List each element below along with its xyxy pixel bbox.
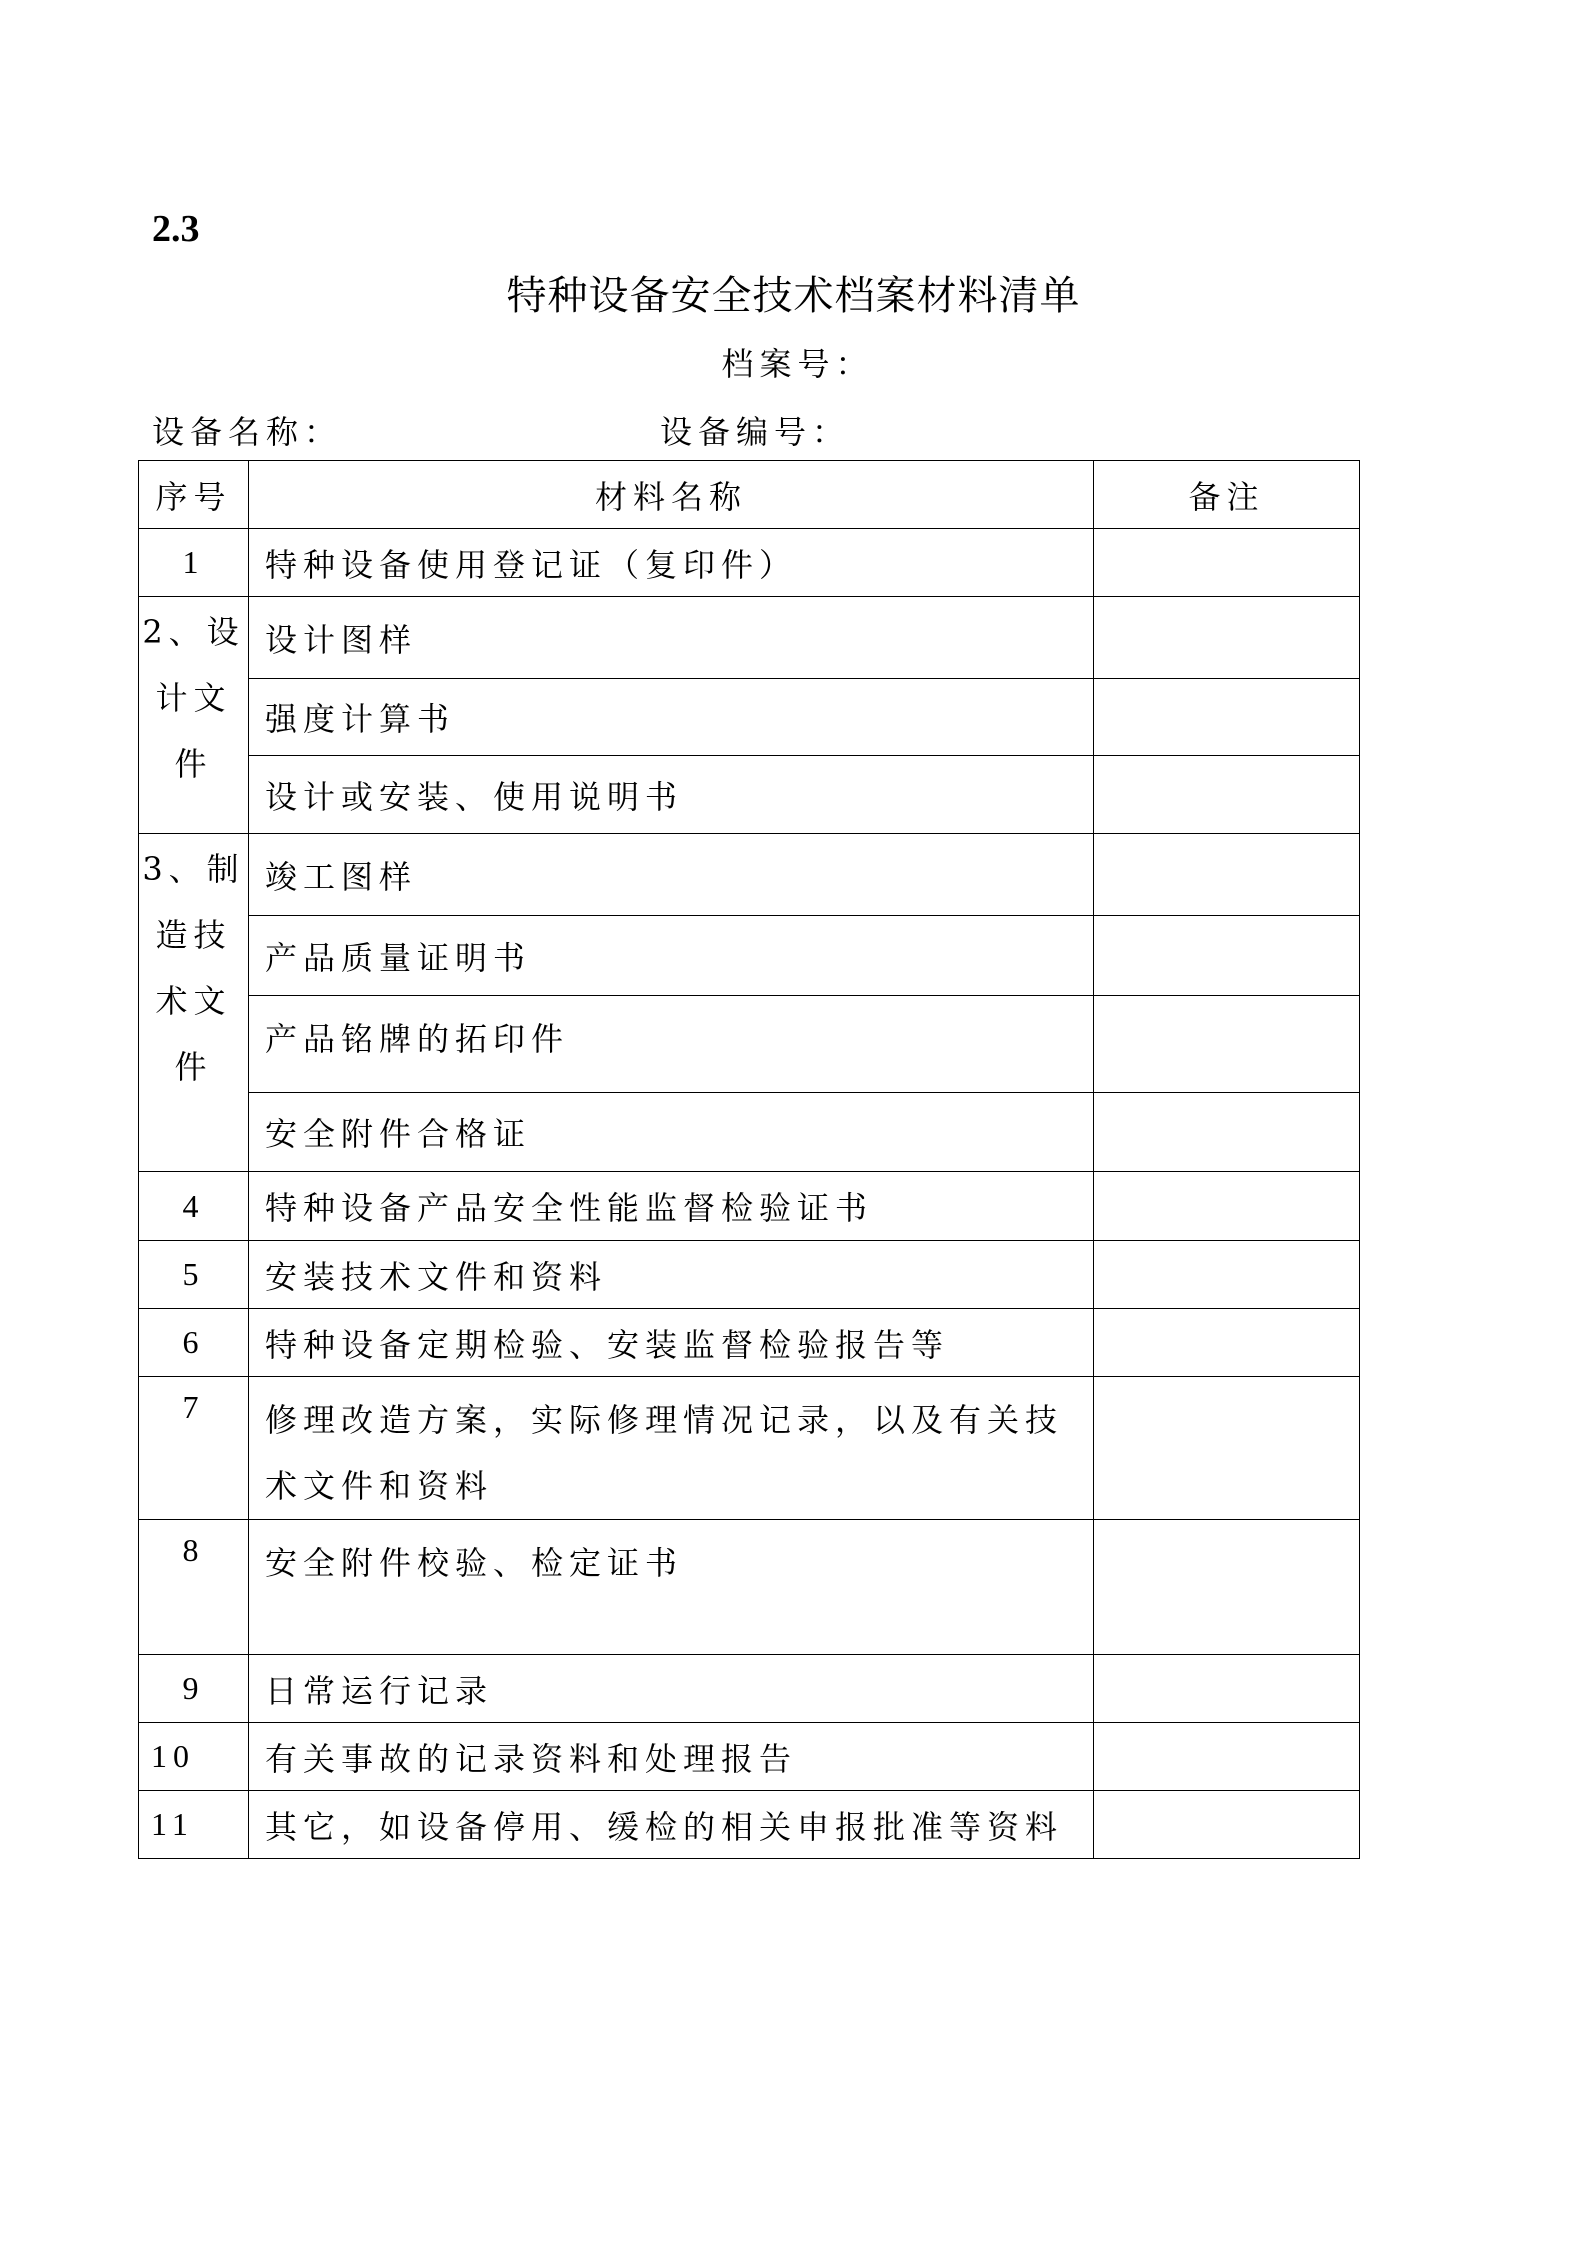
header-material-name: 材料名称 bbox=[249, 461, 1094, 529]
header-seq: 序号 bbox=[139, 461, 249, 529]
row-material-name: 有关事故的记录资料和处理报告 bbox=[249, 1723, 1094, 1791]
table-row bbox=[139, 1520, 1360, 1655]
group-label-line: 件 bbox=[174, 1048, 213, 1086]
row-material-name: 安装技术文件和资料 bbox=[249, 1241, 1094, 1309]
row-seq: 9 bbox=[139, 1655, 249, 1723]
equipment-code-label: 设备编号： bbox=[660, 413, 851, 451]
table-row bbox=[139, 1723, 1360, 1791]
row-seq: 8 bbox=[139, 1520, 249, 1655]
row-seq: 7 bbox=[139, 1377, 249, 1520]
section-number: 2.3 bbox=[152, 208, 200, 250]
table-row bbox=[139, 916, 1360, 996]
table-row bbox=[139, 1791, 1360, 1859]
row-seq: 10 bbox=[139, 1723, 249, 1791]
document-title: 特种设备安全技术档案材料清单 bbox=[506, 273, 1081, 319]
row-material-name: 日常运行记录 bbox=[249, 1655, 1094, 1723]
table-row bbox=[139, 597, 1360, 679]
row-seq: 5 bbox=[139, 1241, 249, 1309]
row-material-name: 强度计算书 bbox=[249, 679, 1094, 756]
row-material-name: 竣工图样 bbox=[249, 834, 1094, 916]
table-row bbox=[139, 1093, 1360, 1172]
row-material-name: 安全附件合格证 bbox=[249, 1093, 1094, 1172]
table-row bbox=[139, 679, 1360, 756]
equipment-name-label: 设备名称： bbox=[152, 413, 343, 451]
archive-number-label: 档案号： bbox=[721, 345, 874, 383]
group-label-line: 3、制 bbox=[142, 850, 245, 888]
group-label-design-documents bbox=[139, 597, 249, 834]
group-label-line: 计文 bbox=[155, 679, 232, 717]
row-note bbox=[1094, 1241, 1360, 1309]
group-label-line: 2、设 bbox=[142, 613, 245, 651]
table-row bbox=[139, 1377, 1360, 1520]
row-material-name: 产品铭牌的拓印件 bbox=[249, 996, 1094, 1093]
table-row bbox=[139, 1172, 1360, 1241]
group-label-line: 造技 bbox=[155, 916, 232, 954]
row-material-name: 安全附件校验、检定证书 bbox=[249, 1520, 1094, 1655]
row-seq: 11 bbox=[139, 1791, 249, 1859]
row-seq: 6 bbox=[139, 1309, 249, 1377]
table-row bbox=[139, 1241, 1360, 1309]
row-material-name: 修理改造方案，实际修理情况记录，以及有关技术文件和资料 bbox=[249, 1377, 1094, 1520]
row-material-name: 产品质量证明书 bbox=[249, 916, 1094, 996]
table-row bbox=[139, 1309, 1360, 1377]
table-row bbox=[139, 756, 1360, 834]
row-material-name: 特种设备使用登记证（复印件） bbox=[249, 529, 1094, 597]
row-note bbox=[1094, 529, 1360, 597]
row-material-name: 其它，如设备停用、缓检的相关申报批准等资料 bbox=[249, 1791, 1094, 1859]
row-material-name: 特种设备定期检验、安装监督检验报告等 bbox=[249, 1309, 1094, 1377]
row-note bbox=[1094, 916, 1360, 996]
table-row bbox=[139, 529, 1360, 597]
row-note bbox=[1094, 756, 1360, 834]
table-row bbox=[139, 1655, 1360, 1723]
header-note: 备注 bbox=[1094, 461, 1360, 529]
table-row bbox=[139, 996, 1360, 1093]
group-label-manufacturing-documents bbox=[139, 834, 249, 1172]
row-note bbox=[1094, 1093, 1360, 1172]
row-material-name: 设计或安装、使用说明书 bbox=[249, 756, 1094, 834]
row-seq: 4 bbox=[139, 1172, 249, 1241]
group-label-line: 件 bbox=[174, 745, 213, 783]
row-note bbox=[1094, 597, 1360, 679]
row-note bbox=[1094, 834, 1360, 916]
materials-table bbox=[138, 460, 1360, 1859]
row-note bbox=[1094, 1655, 1360, 1723]
row-note bbox=[1094, 1172, 1360, 1241]
table-header-row bbox=[139, 461, 1360, 529]
group-label-line: 术文 bbox=[155, 982, 232, 1020]
row-note bbox=[1094, 679, 1360, 756]
row-note bbox=[1094, 996, 1360, 1093]
row-material-name: 特种设备产品安全性能监督检验证书 bbox=[249, 1172, 1094, 1241]
row-seq: 1 bbox=[139, 529, 249, 597]
row-note bbox=[1094, 1723, 1360, 1791]
row-note bbox=[1094, 1791, 1360, 1859]
row-note bbox=[1094, 1520, 1360, 1655]
row-note bbox=[1094, 1309, 1360, 1377]
row-note bbox=[1094, 1377, 1360, 1520]
table-row bbox=[139, 834, 1360, 916]
row-material-name: 设计图样 bbox=[249, 597, 1094, 679]
